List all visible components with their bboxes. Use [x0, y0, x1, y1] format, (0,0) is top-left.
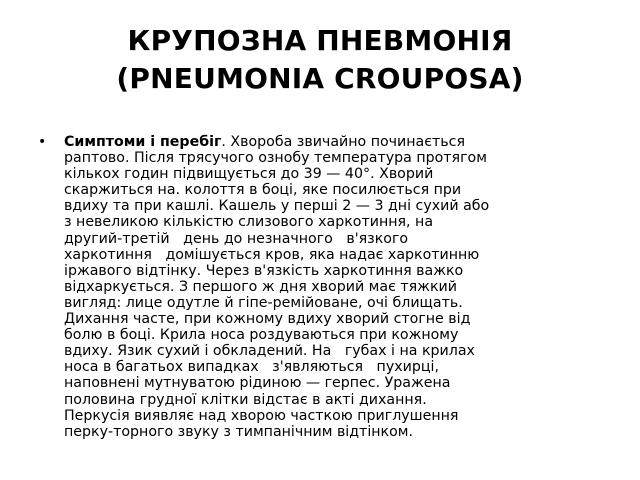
text-line: іржавого відтінку. Через в'язкість харкотиння важко — [64, 262, 464, 279]
lead-heading: Симптоми і перебіг — [64, 134, 222, 150]
bullet-icon: • — [38, 134, 47, 150]
text-line: скаржиться на. колоття в боці, яке посилюється при — [64, 182, 462, 199]
text-line: Перкусія виявляє над хворою часткою приглушення — [64, 407, 459, 424]
text-line: кількох годин підвищується до 39 — 40°. Хворий — [64, 166, 434, 183]
text-line: відхаркується. З першого ж дня хворий має тяжкий — [64, 278, 457, 295]
text-line: раптово. Після трясучого ознобу температура протягом — [64, 150, 487, 167]
bullet-text — [64, 134, 604, 440]
text-line: вдиху. Язик сухий і обкладений. На губах і на крилах — [64, 343, 475, 360]
text-line: наповнені мутнуватою рідиною — герпес. Уражена — [64, 375, 451, 392]
text-line: другий-третій день до незначного в'язкого — [64, 230, 409, 247]
text-line: Дихання часте, при кожному вдиху хворий стогне від — [64, 311, 471, 328]
text-line: носа в багатьох випадках з'являються пухирці, — [64, 359, 439, 376]
text-line: . Хвороба звичайно починається — [221, 134, 465, 150]
text-line: харкотиння домішується кров, яка надає харкотинню — [64, 246, 480, 263]
text-line: половина грудної клітки відстає в акті дихання. — [64, 391, 427, 408]
text-line: з невеликою кількістю слизового харкотиння, на — [64, 214, 434, 231]
bullet-item — [38, 134, 604, 440]
text-line: вигляд: лице одутле й гіпе-ремійоване, очі блищать. — [64, 294, 463, 311]
text-line: болю в боці. Крила носа роздуваються при кожному — [64, 327, 459, 344]
text-line: перку-торного звуку з тимпанічним відтінком. — [64, 423, 414, 440]
text-line-first — [64, 134, 604, 150]
title-line-1: КРУПОЗНА ПНЕВМОНІЯ — [127, 24, 513, 57]
title-line-2: (PNEUMONIA CROUPOSA) — [116, 62, 524, 95]
slide-title — [20, 22, 620, 98]
text-line: вдиху та при кашлі. Кашель у перші 2 — 3 дні сухий або — [64, 198, 490, 215]
